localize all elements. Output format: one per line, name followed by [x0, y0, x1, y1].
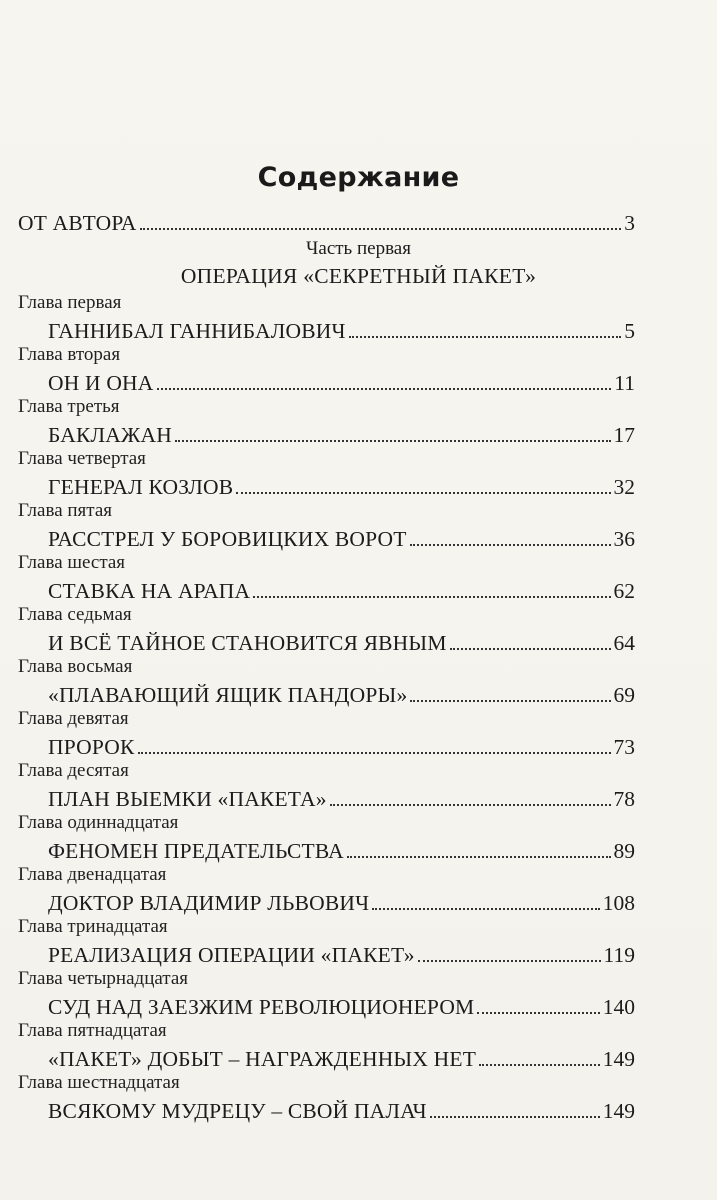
toc-entry-page: 149: [602, 1047, 635, 1071]
toc-entry[interactable]: [48, 474, 635, 500]
toc-entry-title: ГАННИБАЛ ГАННИБАЛОВИЧ: [48, 319, 346, 343]
toc-entry-title: СТАВКА НА АРАПА: [48, 579, 251, 603]
toc-entry[interactable]: [48, 786, 635, 812]
toc-entry[interactable]: [48, 370, 635, 396]
chapter-label: Глава первая: [18, 292, 122, 313]
toc-entry-page: 64: [613, 631, 635, 655]
dot-leader: [477, 1012, 599, 1014]
toc-entry[interactable]: [48, 422, 635, 448]
dot-leader: [140, 228, 622, 230]
dot-leader: [430, 1116, 600, 1118]
dot-leader: [253, 596, 610, 598]
toc-entry[interactable]: [48, 1098, 635, 1124]
page-title: Содержание: [257, 162, 460, 193]
toc-entry-title: «ПАКЕТ» ДОБЫТ – НАГРАЖДЕННЫХ НЕТ: [48, 1047, 477, 1071]
toc-entry[interactable]: [48, 942, 635, 968]
toc-entry[interactable]: [48, 890, 635, 916]
chapter-label: Глава шестая: [18, 552, 126, 573]
toc-entry-page: 140: [602, 995, 635, 1019]
toc-entry[interactable]: [48, 630, 635, 656]
toc-entry-page: 36: [613, 527, 635, 551]
dot-leader: [418, 960, 601, 962]
toc-entry-page: 3: [624, 211, 635, 235]
toc-entry[interactable]: [48, 682, 635, 708]
chapter-label: Глава третья: [18, 396, 120, 417]
toc-entry[interactable]: [48, 318, 635, 344]
chapter-label: Глава четвертая: [18, 448, 146, 469]
toc-entry-page: 78: [613, 787, 635, 811]
toc-entry-title: БАКЛАЖАН: [48, 423, 172, 447]
toc-entry-title: СУД НАД ЗАЕЗЖИМ РЕВОЛЮЦИОНЕРОМ: [48, 995, 475, 1019]
toc-entry-title: ОТ АВТОРА: [18, 211, 137, 235]
dot-leader: [479, 1064, 600, 1066]
chapter-label: Глава пятая: [18, 500, 112, 521]
chapter-label: Глава восьмая: [18, 656, 133, 677]
toc-entry-page: 5: [624, 319, 635, 343]
dot-leader: [347, 856, 611, 858]
dot-leader: [175, 440, 611, 442]
toc-entry[interactable]: [48, 526, 635, 552]
toc-entry-title: ВСЯКОМУ МУДРЕЦУ – СВОЙ ПАЛАЧ: [48, 1099, 427, 1123]
toc-entry-page: 69: [613, 683, 635, 707]
toc-entry[interactable]: [48, 1046, 635, 1072]
toc-entry-title: ПЛАН ВЫЕМКИ «ПАКЕТА»: [48, 787, 327, 811]
toc-entry-page: 17: [613, 423, 635, 447]
toc-entry-title: ОН И ОНА: [48, 371, 154, 395]
toc-entry-title: ГЕНЕРАЛ КОЗЛОВ: [48, 475, 234, 499]
chapter-label: Глава седьмая: [18, 604, 132, 625]
dot-leader: [372, 908, 599, 910]
dot-leader: [410, 544, 611, 546]
chapter-label: Глава двенадцатая: [18, 864, 167, 885]
chapter-label: Глава девятая: [18, 708, 129, 729]
part-label: Часть первая: [306, 238, 411, 259]
chapter-label: Глава десятая: [18, 760, 129, 781]
dot-leader: [236, 492, 610, 494]
chapter-label: Глава шестнадцатая: [18, 1072, 180, 1093]
chapter-label: Глава одиннадцатая: [18, 812, 179, 833]
chapter-label: Глава пятнадцатая: [18, 1020, 167, 1041]
toc-entry[interactable]: [48, 838, 635, 864]
dot-leader: [330, 804, 611, 806]
toc-entry-intro[interactable]: [18, 210, 635, 236]
chapter-label: Глава тринадцатая: [18, 916, 168, 937]
toc-entry-title: ДОКТОР ВЛАДИМИР ЛЬВОВИЧ: [48, 891, 370, 915]
chapter-label: Глава вторая: [18, 344, 121, 365]
toc-entry-page: 149: [602, 1099, 635, 1123]
toc-entry-title: РЕАЛИЗАЦИЯ ОПЕРАЦИИ «ПАКЕТ»: [48, 943, 415, 967]
dot-leader: [450, 648, 611, 650]
toc-entry-title: ФЕНОМЕН ПРЕДАТЕЛЬСТВА: [48, 839, 344, 863]
toc-entry-page: 62: [613, 579, 635, 603]
toc-entry-title: ПРОРОК: [48, 735, 135, 759]
part-title: ОПЕРАЦИЯ «СЕКРЕТНЫЙ ПАКЕТ»: [180, 264, 537, 288]
chapter-label: Глава четырнадцатая: [18, 968, 189, 989]
dot-leader: [410, 700, 610, 702]
toc-entry-page: 73: [613, 735, 635, 759]
toc-entry-page: 32: [613, 475, 635, 499]
toc-entry-title: «ПЛАВАЮЩИЙ ЯЩИК ПАНДОРЫ»: [48, 683, 408, 707]
toc-entry-page: 89: [613, 839, 635, 863]
toc-entry-title: РАССТРЕЛ У БОРОВИЦКИХ ВОРОТ: [48, 527, 407, 551]
dot-leader: [157, 388, 612, 390]
toc-entry-page: 108: [602, 891, 635, 915]
toc-entry-page: 11: [614, 371, 635, 395]
dot-leader: [138, 752, 611, 754]
toc-entry[interactable]: [48, 994, 635, 1020]
toc-entry-title: И ВСЁ ТАЙНОЕ СТАНОВИТСЯ ЯВНЫМ: [48, 631, 447, 655]
dot-leader: [349, 336, 622, 338]
toc-entry[interactable]: [48, 578, 635, 604]
toc-entry[interactable]: [48, 734, 635, 760]
toc-entry-page: 119: [603, 943, 635, 967]
